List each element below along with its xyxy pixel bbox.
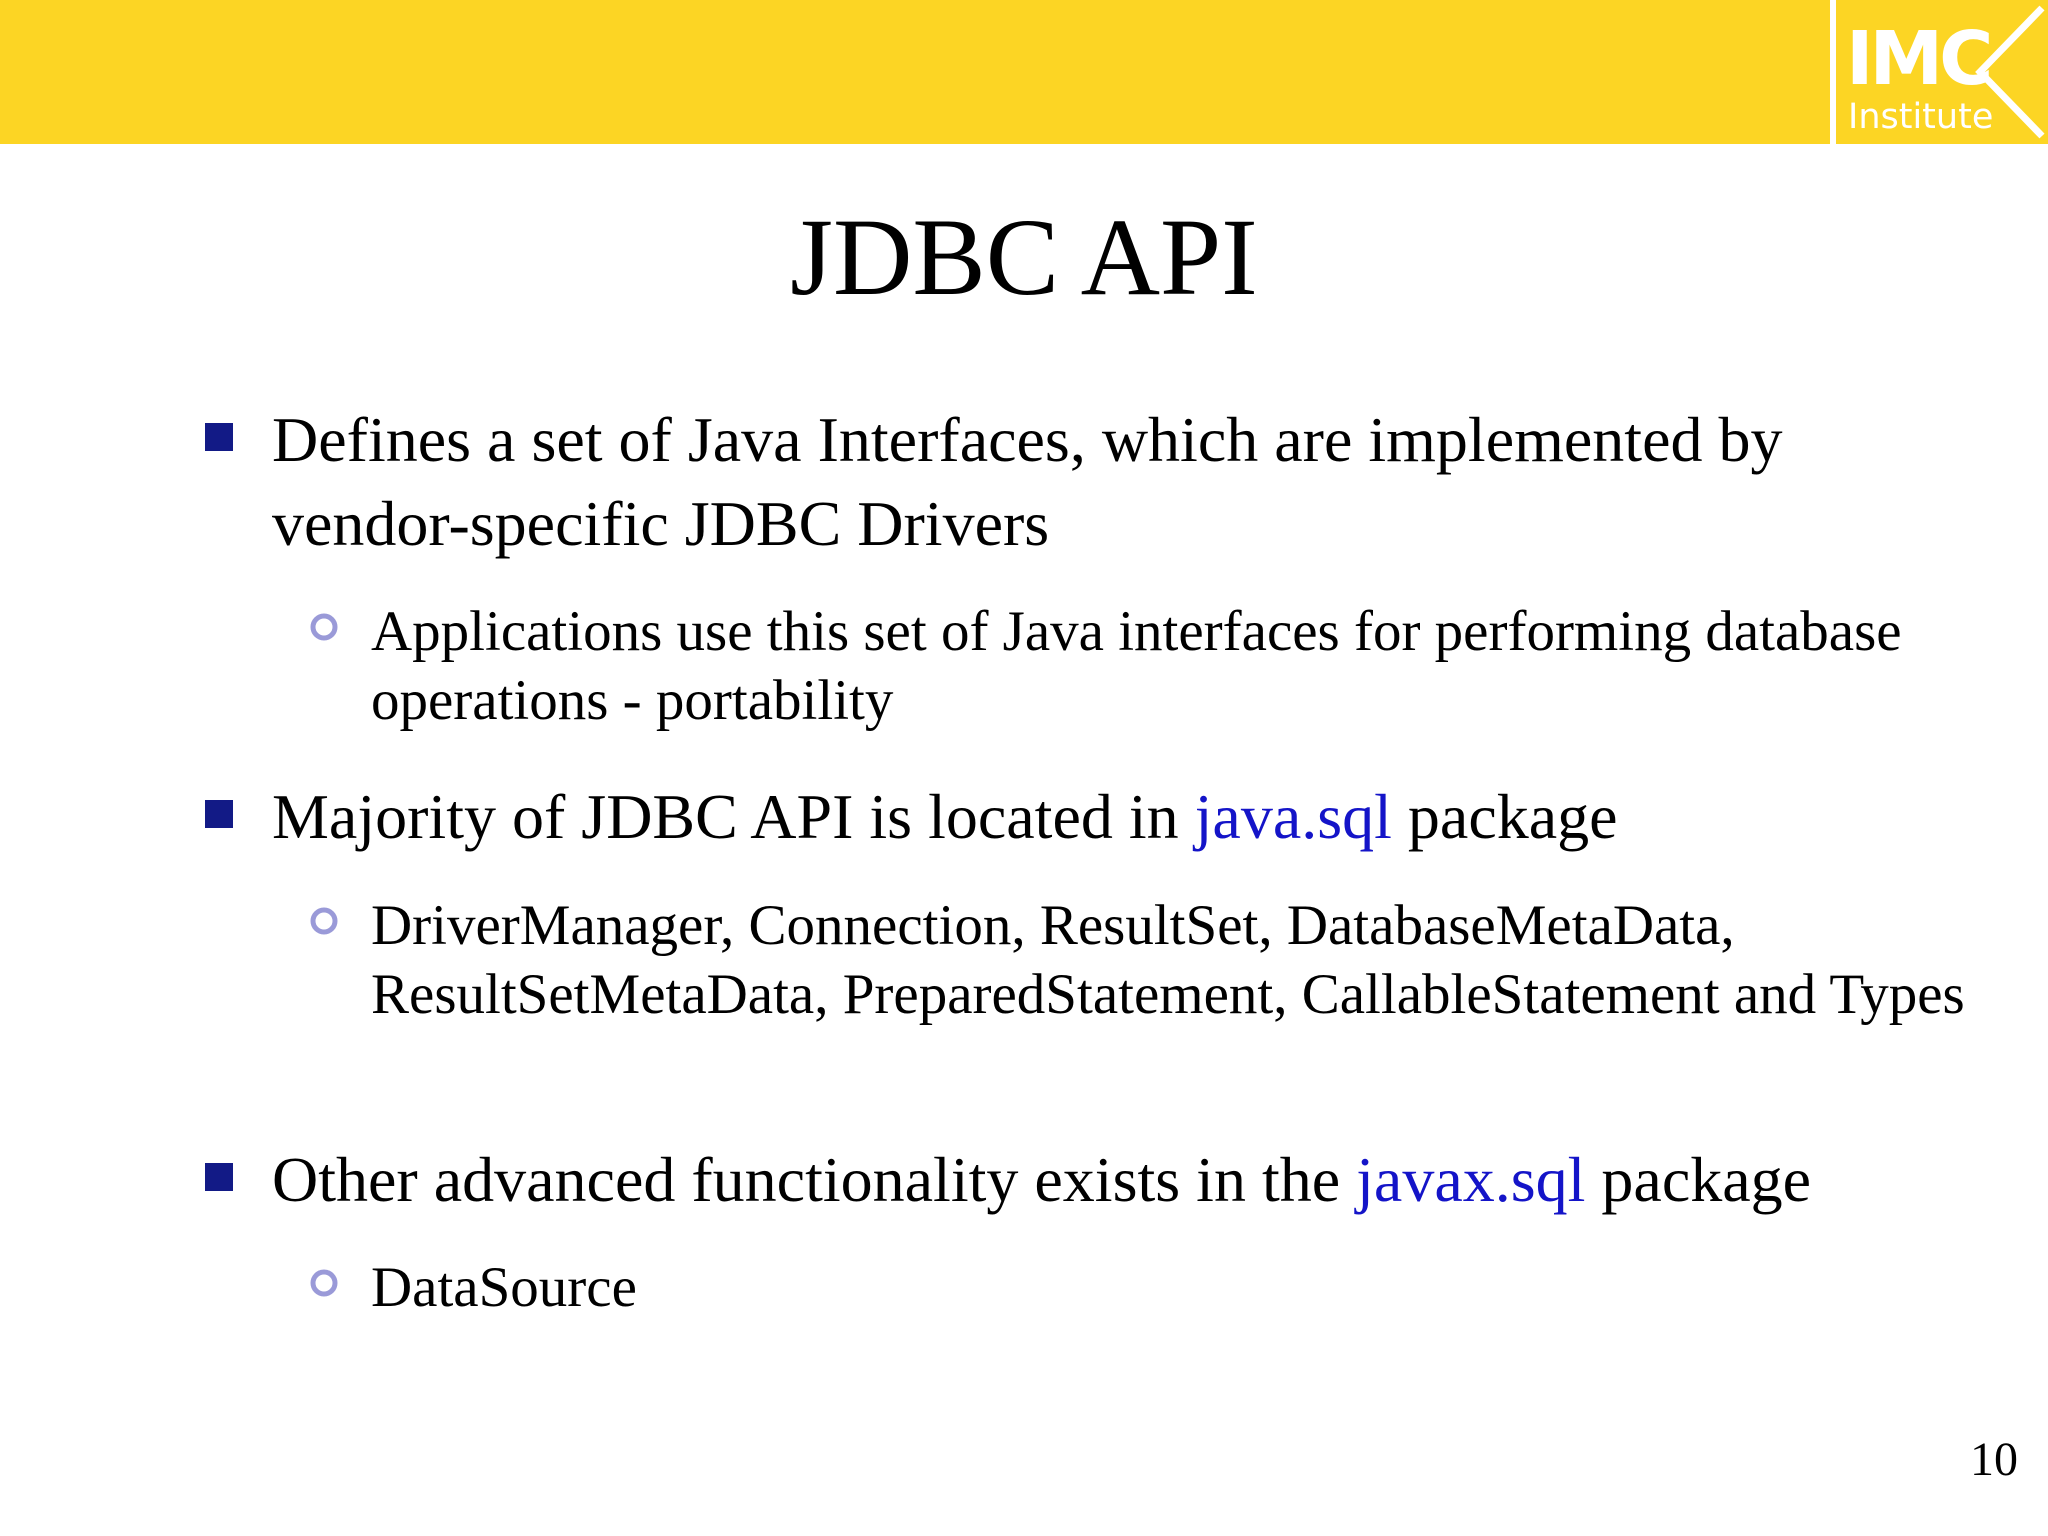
bullet-1-part: Defines a set of Java Interfaces, which are implemented by vendor-specific JDBC Drivers bbox=[272, 404, 1783, 559]
sub-bullet-2-text: DriverManager, Connection, ResultSet, DatabaseMetaData, ResultSetMetaData, PreparedStatement, CallableStatement and Types bbox=[371, 894, 1965, 1026]
header-bar bbox=[0, 0, 1830, 144]
bullet-2-part: package bbox=[1391, 781, 1618, 852]
square-bullet-icon bbox=[205, 800, 233, 828]
slide-number: 10 bbox=[1970, 1433, 2018, 1486]
slide-title: JDBC API bbox=[790, 196, 1258, 318]
bullet-3-text bbox=[272, 1138, 1972, 1222]
square-bullet-icon bbox=[205, 423, 233, 451]
bullet-3-part: package bbox=[1585, 1144, 1812, 1215]
package-name-javax-sql: javax.sql bbox=[1356, 1144, 1586, 1215]
sub-bullet-3-text: DataSource bbox=[371, 1256, 637, 1319]
bullet-1-text bbox=[272, 398, 1972, 566]
logo-wordmark: IMC bbox=[1846, 16, 1990, 102]
square-bullet-icon bbox=[205, 1163, 233, 1191]
circle-bullet-icon bbox=[309, 1268, 339, 1298]
circle-bullet-icon bbox=[309, 612, 339, 642]
imc-institute-logo bbox=[1830, 0, 2048, 144]
bullet-2-part: Majority of JDBC API is located in bbox=[272, 781, 1195, 852]
logo-background bbox=[1836, 0, 2048, 144]
bullet-3-part: Other advanced functionality exists in the bbox=[272, 1144, 1357, 1215]
bullet-2-text bbox=[272, 775, 1972, 859]
circle-bullet-icon bbox=[309, 906, 339, 936]
sub-bullet-1-text: Applications use this set of Java interfaces for performing database operations - portability bbox=[371, 600, 1902, 732]
logo-chevron-icon bbox=[1956, 0, 2048, 144]
logo-subtitle: Institute bbox=[1848, 97, 1994, 137]
package-name-java-sql: java.sql bbox=[1194, 781, 1392, 852]
